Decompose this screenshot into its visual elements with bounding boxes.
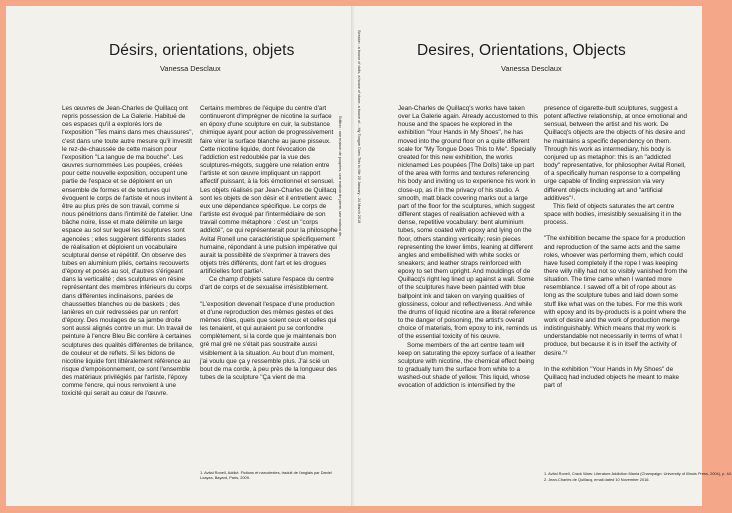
quote-paragraph: "L'exposition devenait l'espace d'une production et d'une reproduction des mêmes gestes et des mêmes rôles, quels que soient ceux et celles qui les tenaient, et qui auraient pu se confondre complètement, si la corde que je maintenais bon gré mal gré ne s'était pas soustraite aussi visiblement à la situation. Au bout d'un moment, j'ai voulu que ça y ressemble plus. J'ai scié un bout de ma corde, à peu près de la longueur des tubes de la sculpture "Ça vient de ma	[200, 300, 337, 381]
paragraph: Ce champ d'objets sature l'espace du centre d'art de corps et de sexualise irrésistiblement.	[200, 276, 334, 292]
paragraph: Jean-Charles de Quillacq's works have taken over La Galerie again. Already accustomed to this house and the spaces he explored in the exhibition "Your Hands in My Shoes", he has moved into the ground floor on a quite different scale for "My Tongue Does This to Me". Specially created for this new exhibition, the works nicknamed Les poupées [The Dolls] take up part of the area with forms and textures referencing his body and inviting us to experience his work in close-up, as if in the privacy of his studio. A smooth, matt black covering marks out a large part of the floor for the sculptures, which suggest different stages of realisation achieved with a dense, repetitive vocabulary: bent aluminium tubes, some coated with epoxy and lying on the floor, others standing vertically; resin pieces representing the lower limbs, leaning at different angles and embellished with white socks or sneakers; and leather straps reinforced with epoxy to set them upright. And mouldings of de Quillacq's right leg lined up against a wall. Some of the sculptures have been painted with blue ballpoint ink and taken on varying qualities of glossiness, colour and reflectiveness. And while the drums of liquid nicotine are a literal reference to the danger of poisoning, the artist's overall choice of materials, from epoxy to ink, reminds us of the essential toxicity of his œuvre.	[398, 105, 538, 341]
left-page-french	[6, 6, 352, 506]
footnote-1: 1. Avital Ronell, Crack Wars: Literature Addiction Mania (Champaign: University of Illinois Press, 2004), p. 44.	[544, 471, 732, 476]
page-title: Desires, Orientations, Objects	[417, 42, 626, 59]
author-name: Vanessa Desclaux	[160, 64, 221, 73]
text-column-1	[62, 105, 194, 399]
footnote-2: 2. Jean-Charles de Quillacq, email dated 10 November 2016.	[544, 477, 650, 482]
page-title: Désirs, orientations, objets	[109, 42, 295, 59]
paragraph: Les œuvres de Jean-Charles de Quillacq ont repris possession de La Galerie. Habitué de ces espaces qu'il a explorés lors de l'exposition "Tes mains dans mes chaussures", c'est dans une toute autre mesure qu'il investit le rez-de-chaussée de cette maison pour l'exposition "La langue de ma bouche". Les œuvres surnommées Les poupées, créées pour cette nouvelle exposition, occupent une partie de l'espace et se déploient en un ensemble de formes et de textures qui évoquent le corps de l'artiste et nous invitent à être au plus près de son travail, comme si nous pénétrions dans l'intimité de l'atelier. Une bâche noire, lisse et mate délimite un large espace au sol sur lequel les sculptures sont agencées ; elles suggèrent différents stades de réalisation et déploient un vocabulaire sculptural dense et répétitif. On observe des tubes en aluminium pliés, certains recouverts d'époxy et posés au sol, d'autres s'érigeant dans la verticalité ; des sculptures en résine représentant des membres inférieurs du corps dans différentes inclinaisons, parées de chaussettes blanches ou de baskets ; des lanières en cuir redressées par un renfort d'époxy. Des moulages de sa jambe droite sont aussi alignés contre un mur. Un travail de peinture à l'encre Bleu Bic confère à certaines sculptures des qualités différentes de brillance, de couleur et de reflets. Si les bidons de nicotine liquide font littéralement référence au risque d'empoisonnement, ce sont l'ensemble des matériaux privilégiés par l'artiste, l'époxy comme l'encre, qui nous renvoient à une toxicité qui serait au cœur de l'œuvre.	[62, 105, 194, 398]
paragraph: Some members of the art centre team will keep on saturating the epoxy surface of a leather sculpture with nicotine, the chemical effect being to gradually turn the surface from white to a washed-out shade of yellow. This liquid, whose evocation of addiction is intensified by the	[398, 341, 536, 390]
paragraph: This field of objects saturates the art centre space with bodies, irresistibly sexualising it in the process.	[544, 202, 682, 227]
paragraph: Certains membres de l'équipe du centre d'art continueront d'imprégner de nicotine la surface en époxy d'une sculpture en cuir, la substance chimique ayant pour action de progressivement faire virer la surface blanche au jaune pisseux. Cette nicotine liquide, dont l'évocation de l'addiction est redoublée par la vue des sculptures-mégots, suggère une relation entre l'artiste et son œuvre impliquant un rapport affectif puissant, à la fois émotionnel et sensuel. Les objets réalisés par Jean-Charles de Quillacq sont les objets de son désir et il entretient avec eux une dépendance spécifique. Le corps de l'artiste est évoqué par l'intermédiaire de son travail comme métaphore : c'est un "corps addicté", ce qui représenterait pour la philosophe Avital Ronell une caractéristique spécifiquement humaine, répondant à une pulsion impérative qui aurait la possibilité de s'exprimer à travers des objets très différents, dont l'art et les drogues artificielles font partie¹.	[200, 105, 338, 276]
author-name: Vanessa Desclaux	[501, 64, 562, 73]
spine-text: Session : a house of dolls, a house of stone, a house of... My Tongue Does This to Me 20 January - 24 March 2018	[357, 30, 361, 224]
paragraph: presence of cigarette-butt sculptures, suggest a potent affective relationship, at once emotional and sensual, between the artist and his work. De Quillacq's objects are the objects of his desire and he maintains a specific dependency on them. Through his work as intermediary, his body is conjured up as metaphor: this is an "addicted body" representative, for philosopher Avital Ronell, of a specifically human response to a compelling urge capable of finding expression via very different objects including art and "artificial additives"¹.	[544, 105, 688, 202]
footnote: 1. Avital Ronell, Addict. Fictions et narcotextes, traduit de l'anglais par Daniel Loayza, Bayard, Paris, 2009.	[200, 470, 332, 480]
text-column-2	[544, 105, 688, 390]
paragraph: In the exhibition "Your Hands in My Shoes" de Quillacq had included objects he meant to make part of	[544, 365, 680, 389]
text-column-2	[200, 105, 338, 382]
right-page-english	[354, 6, 732, 506]
text-column-1	[398, 105, 538, 390]
spine-text: Edition : une maison de poupées, une maison de pierre, une maison de...	[338, 116, 342, 240]
quote-paragraph: "The exhibition became the space for a production and reproduction of the same acts and the same roles, whoever was performing them, which could have fused completely if the rope I was keeping there willy nilly had not so visibly vanished from the situation. The time came when I wanted more resemblance. I sawed off a bit of rope about as long as the sculpture tubes and laid down some stuff like what was on the tubes. For me this work with epoxy and its by-products is a point where the work of desire and the work of production merge indistinguishably. Which means that my work is understandable not necessarily in terms of what I produce, but because it is in itself the activity of desire."²	[544, 235, 688, 357]
